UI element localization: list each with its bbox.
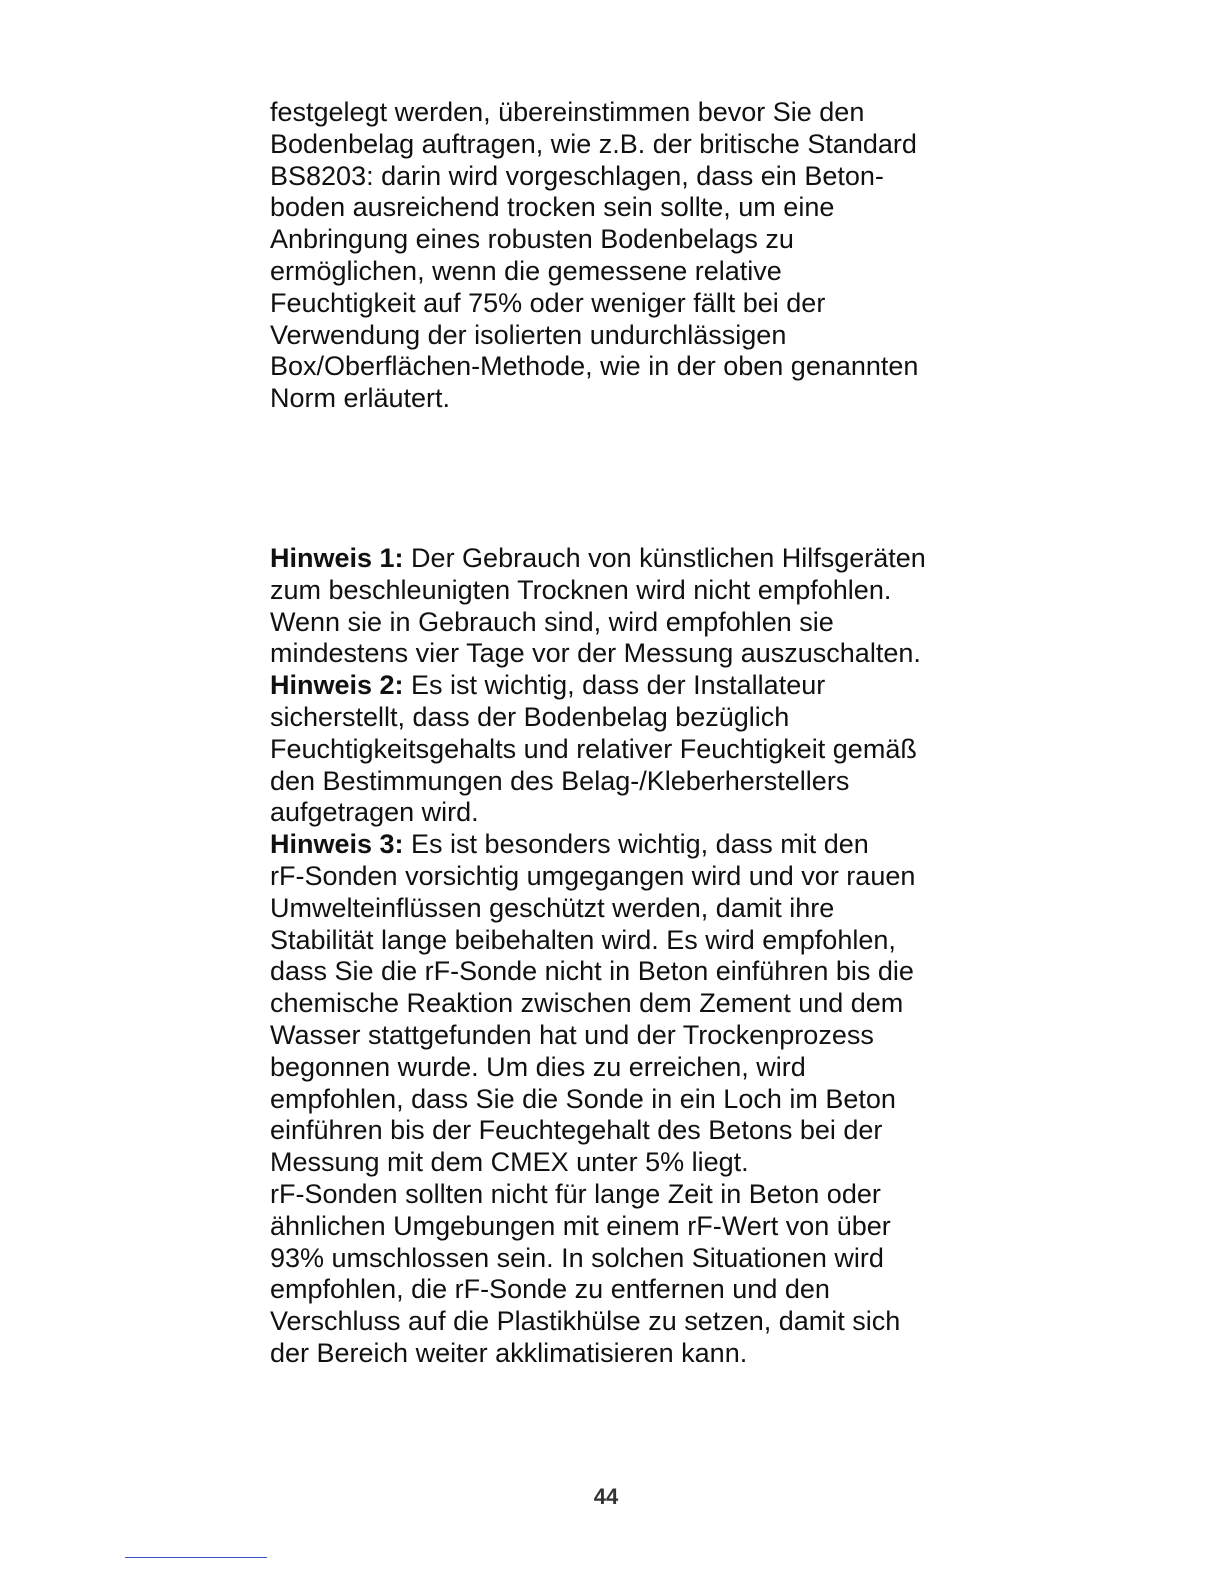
note-line: begonnen wurde. Um dies zu erreichen, wird bbox=[270, 1051, 806, 1082]
paragraph-line: Verschluss auf die Plastikhülse zu setzen, damit sich bbox=[270, 1306, 901, 1337]
paragraph-line: festgelegt werden, übereinstimmen bevor Sie den bbox=[270, 97, 865, 127]
note-line: Wenn sie in Gebrauch sind, wird empfohlen sie bbox=[270, 606, 834, 637]
paragraph-line: Bodenbelag auftragen, wie z.B. der britische Standard bbox=[270, 128, 917, 159]
note-3 bbox=[270, 829, 990, 1179]
note-label: Hinweis 1: bbox=[270, 543, 404, 573]
paragraph-line: Feuchtigkeit auf 75% oder weniger fällt bei der bbox=[270, 287, 826, 318]
paragraph-line: 93% umschlossen sein. In solchen Situationen wird bbox=[270, 1242, 884, 1273]
paragraph-line: der Bereich weiter akklimatisieren kann. bbox=[270, 1337, 748, 1368]
note-first-line bbox=[270, 829, 990, 861]
paragraph-line: BS8203: darin wird vorgeschlagen, dass ein Beton- bbox=[270, 160, 884, 191]
note-line: Wasser stattgefunden hat und der Trockenprozess bbox=[270, 1019, 874, 1050]
note-line: dass Sie die rF-Sonde nicht in Beton einführen bis die bbox=[270, 956, 914, 987]
note-line: sicherstellt, dass der Bodenbelag bezüglich bbox=[270, 701, 790, 732]
note-label: Hinweis 3: bbox=[270, 829, 404, 860]
note-2 bbox=[270, 670, 990, 829]
footnote-divider bbox=[125, 1557, 267, 1558]
note-text: Es ist besonders wichtig, dass mit den bbox=[403, 829, 869, 860]
note-first-line bbox=[270, 543, 990, 575]
note-line: Feuchtigkeitsgehalts und relativer Feuchtigkeit gemäß bbox=[270, 733, 917, 764]
paragraph-line: ähnlichen Umgebungen mit einem rF-Wert von über bbox=[270, 1210, 891, 1241]
paragraph-bs8203 bbox=[270, 97, 990, 415]
note-line: chemische Reaktion zwischen dem Zement und dem bbox=[270, 988, 904, 1019]
paragraph-rf-probes bbox=[270, 1179, 990, 1370]
paragraph-line: boden ausreichend trocken sein sollte, um eine bbox=[270, 192, 835, 223]
note-1 bbox=[270, 543, 990, 670]
note-line: zum beschleunigten Trocknen wird nicht empfohlen. bbox=[270, 574, 892, 605]
paragraph-line: ermöglichen, wenn die gemessene relative bbox=[270, 255, 782, 286]
note-line: rF-Sonden vorsichtig umgegangen wird und vor rauen bbox=[270, 860, 916, 891]
note-text: Der Gebrauch von künstlichen Hilfsgeräten bbox=[403, 543, 926, 573]
note-line: mindestens vier Tage vor der Messung auszuschalten. bbox=[270, 638, 921, 669]
note-line: empfohlen, dass Sie die Sonde in ein Loch im Beton bbox=[270, 1083, 896, 1114]
paragraph-line: Verwendung der isolierten undurchlässigen bbox=[270, 319, 787, 350]
note-line: Umwelteinflüssen geschützt werden, damit ihre bbox=[270, 892, 835, 923]
note-line: Messung mit dem CMEX unter 5% liegt. bbox=[270, 1147, 749, 1178]
paragraph-line: rF-Sonden sollten nicht für lange Zeit in Beton oder bbox=[270, 1178, 881, 1209]
note-text: Es ist wichtig, dass der Installateur bbox=[403, 670, 826, 701]
note-line: den Bestimmungen des Belag-/Kleberherstellers bbox=[270, 765, 850, 796]
notes-section bbox=[270, 543, 990, 1370]
paragraph-line: Norm erläutert. bbox=[270, 383, 451, 414]
paragraph-line: Box/Oberflächen-Methode, wie in der oben genannten bbox=[270, 351, 919, 382]
note-line: einführen bis der Feuchtegehalt des Betons bei der bbox=[270, 1115, 883, 1146]
paragraph-line: empfohlen, die rF-Sonde zu entfernen und den bbox=[270, 1274, 830, 1305]
note-first-line bbox=[270, 670, 990, 702]
page-number: 44 bbox=[593, 1484, 619, 1509]
note-line: aufgetragen wird. bbox=[270, 797, 479, 828]
paragraph-line: Anbringung eines robusten Bodenbelags zu bbox=[270, 224, 794, 255]
note-line: Stabilität lange beibehalten wird. Es wird empfohlen, bbox=[270, 924, 896, 955]
note-label: Hinweis 2: bbox=[270, 670, 404, 701]
